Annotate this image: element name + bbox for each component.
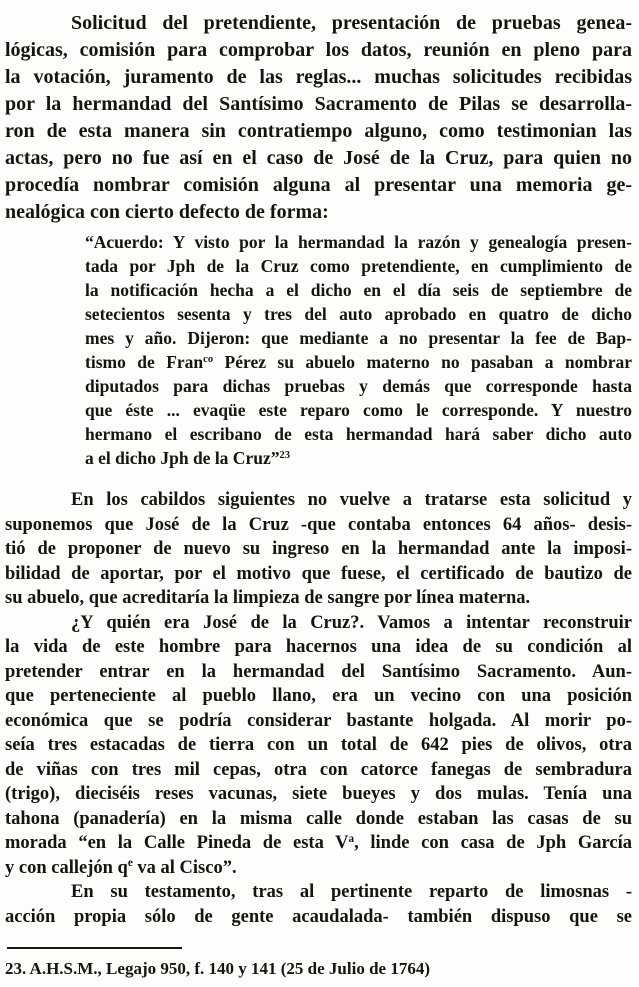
text-line: setecientos sesenta y tres del auto aprobado en quatro de dicho	[85, 304, 632, 324]
text-line: y con callejón $q^e$ va al Cisco”.	[5, 857, 237, 878]
superscript: e	[127, 857, 133, 870]
paragraph-p2	[5, 488, 632, 611]
text-line: por la hermandad del Santísimo Sacramento de Pilas se desarrolla-	[5, 93, 632, 115]
text-column	[5, 10, 632, 929]
text-line: “Acuerdo: Y visto por la hermandad la razón y genealogía presen-	[85, 232, 632, 252]
text-line: tismo de Fran$^{co}$ Pérez su abuelo materno no pasaban a nombrar	[85, 352, 632, 372]
text-line: a el dicho Jph de la Cruz”$^{23}$	[85, 448, 290, 468]
footnote: 23. A.H.S.M., Legajo 950, f. 140 y 141 (25 de Julio de 1764)	[5, 959, 430, 978]
paragraph-p1	[5, 10, 632, 226]
text-line: económica que se podría considerar bastante holgada. Al morir po-	[5, 710, 632, 731]
text-line: lógicas, comisión para comprobar los datos, reunión en pleno para	[5, 39, 632, 61]
text-line: En los cabildos siguientes no vuelve a tratarse esta solicitud y	[71, 490, 632, 510]
superscript: a	[348, 832, 355, 845]
superscript: co	[203, 354, 214, 366]
paragraph-quote	[85, 230, 632, 470]
text-line: la notificación hecha a el dicho en el día seis de septiembre de	[85, 280, 632, 300]
text-line: bilidad de aportar, por el motivo que fuese, el certificado de bautizo de	[5, 563, 632, 584]
text-line: procedía nombrar comisión alguna al presentar una memoria ge-	[5, 174, 632, 196]
text-line: ron de esta manera sin contratiempo alguno, como testimonian las	[5, 120, 632, 142]
text-line: nealógica con cierto defecto de forma:	[5, 201, 329, 223]
paragraph-p3	[5, 611, 632, 881]
text-line: ¿Y quién era José de la Cruz?. Vamos a intentar reconstruir	[71, 612, 632, 633]
text-line: que éste ... evaqüe este reparo como le corresponde. Y nuestro	[85, 400, 632, 420]
text-line: En su testamento, tras al pertinente reparto de limosnas -	[71, 882, 632, 902]
text-line: hermano el escribano de esta hermandad hará saber dicho auto	[85, 424, 632, 444]
text-line: su abuelo, que acreditaría la limpieza de sangre por línea materna.	[5, 588, 531, 608]
text-line: mes y año. Dijeron: que mediante a no presentar la fee de Bap-	[85, 328, 632, 348]
text-line: que perteneciente al pueblo llano, era un vecino con una posición	[5, 686, 632, 706]
text-line: tahona (panadería) en la misma calle donde estaban las casas de su	[5, 808, 632, 829]
text-line: (trigo), dieciséis reses vacunas, siete bueyes y dos mulas. Tenía una	[5, 784, 632, 804]
footnote-divider	[7, 947, 182, 949]
text-line: de viñas con tres mil cepas, otra con catorce fanegas de sembradura	[5, 759, 632, 780]
superscript: 23	[279, 450, 290, 462]
text-line: acción propia sólo de gente acaudalada- también dispuso que se	[5, 906, 632, 927]
paragraph-p4	[5, 880, 632, 929]
text-line: la votación, juramento de las reglas... muchas solicitudes recibidas	[5, 66, 632, 88]
text-line: seía tres estacadas de tierra con un total de 642 pies de olivos, otra	[5, 735, 632, 755]
text-line: suponemos que José de la Cruz -que contaba entonces 64 años- desis-	[5, 514, 632, 535]
text-line: la vida de este hombre para hacernos una idea de su condición al	[5, 637, 632, 657]
text-line: Solicitud del pretendiente, presentación de pruebas genea-	[71, 12, 632, 34]
text-line: pretender entrar en la hermandad del Santísimo Sacramento. Aun-	[5, 661, 632, 682]
text-line: tió de proponer de nuevo su ingreso en la hermandad ante la imposi-	[5, 539, 632, 559]
text-line: diputados para dichas pruebas y demás que corresponde hasta	[85, 376, 632, 396]
text-line: actas, pero no fue así en el caso de José de la Cruz, para quien no	[5, 147, 632, 169]
text-line: morada “en la Calle Pineda de esta $V^a$, linde con casa de Jph García	[5, 832, 632, 853]
text-line: tada por Jph de la Cruz como pretendiente, en cumplimiento de	[85, 256, 632, 276]
